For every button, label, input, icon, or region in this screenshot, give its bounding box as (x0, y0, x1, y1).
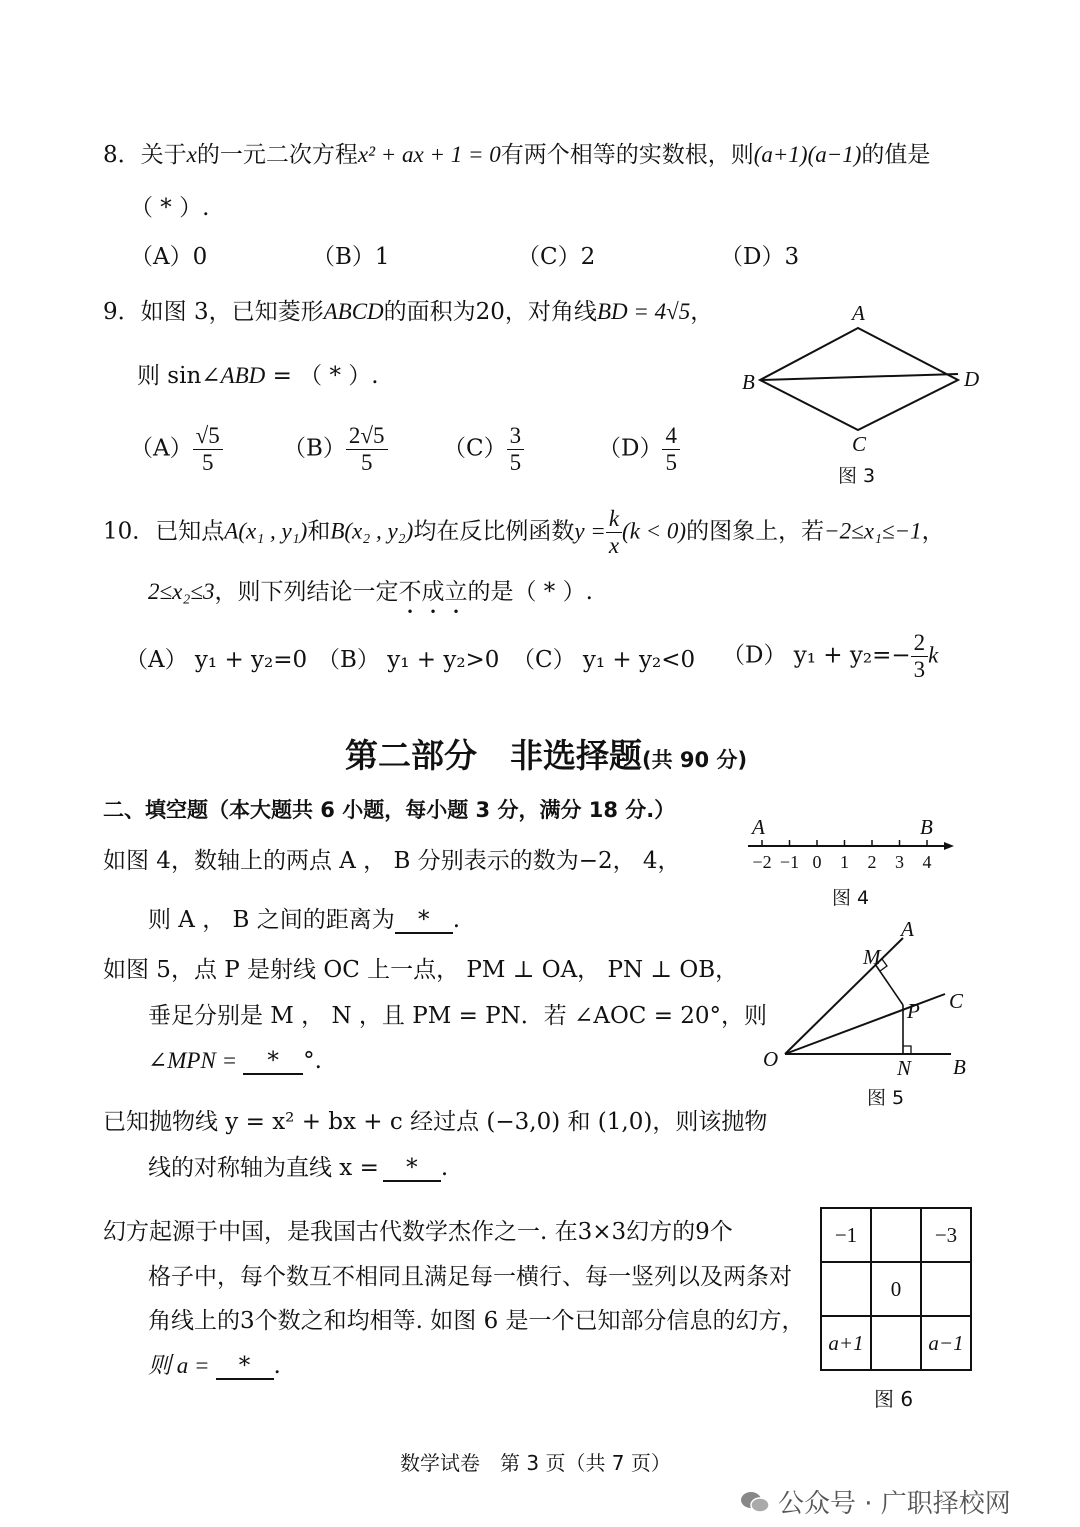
q9-option-b-fraction (346, 423, 388, 476)
vertex-d-label: D (964, 367, 980, 391)
vertex-a-label: A (852, 301, 865, 325)
numerator: k (606, 506, 622, 533)
q9-text: 如图 3，已知菱形 (140, 299, 324, 325)
figure-3-caption: 图 3 (838, 465, 876, 487)
number-line-tick-label: −1 (779, 852, 800, 872)
page-footer: 数学试卷 第 3 页（共 7 页） (400, 1451, 671, 1475)
q10-text: ，则下列结论一定 (214, 579, 399, 605)
point-c-label: C (949, 989, 964, 1013)
point-o-label: O (763, 1047, 779, 1071)
q9-option-a (130, 423, 223, 476)
q10-text: 和 (307, 518, 331, 545)
figure-6-caption: 图 6 (874, 1387, 914, 1411)
q10-condition-1: −2≤x₁≤−1 (824, 518, 922, 544)
q13-text: . (440, 1155, 449, 1181)
magic-square-cell (871, 1316, 921, 1370)
q11-line2 (148, 905, 460, 935)
magic-square-cell: a+1 (821, 1316, 871, 1370)
watermark-text: 公众号 · 广职择校网 (778, 1489, 1011, 1519)
q8-option-b: （B）1 (312, 244, 390, 270)
q8-expression: (a+1)(a−1) (753, 142, 862, 167)
q9-option-label: （D） (598, 435, 663, 462)
q12-line3 (148, 1046, 322, 1076)
number-line-tick-label: 0 (812, 852, 822, 872)
point-b-label: B (953, 1055, 966, 1079)
q9-option-label: （C） (443, 435, 507, 462)
denominator: 5 (360, 450, 373, 475)
q8-option-d: （D）3 (720, 244, 800, 270)
magic-square-cell (821, 1262, 871, 1316)
q10-text: 的是（ * ）. (467, 579, 593, 605)
number-line-tick-label: 1 (840, 852, 849, 872)
magic-square-row (821, 1262, 971, 1316)
q8-paren: （ * ）. (130, 195, 210, 221)
q14-line1: 幻方起源于中国，是我国古代数学杰作之一. 在3×3幻方的9个 (103, 1219, 733, 1245)
q8-text: 有两个相等的实数根，则 (500, 142, 754, 168)
number-line-tick-label: 2 (867, 852, 877, 872)
q10-point-b: B(x₂ , y₂) (330, 518, 414, 544)
number-line-tick-label: −2 (752, 852, 772, 872)
figure-5-caption: 图 5 (867, 1087, 905, 1109)
section-score-note: (共 90 分) (642, 748, 748, 772)
q12-answer-blank: * (243, 1049, 303, 1075)
q10-emphasis: 不成立 (398, 579, 468, 605)
q8-text: 关于 (140, 142, 187, 168)
q10-number: 10． (103, 518, 156, 545)
q9-option-label: （A） (130, 435, 193, 462)
q9-line1 (103, 297, 713, 327)
q10-text: 的图象上，若 (686, 518, 825, 545)
point-a-label: A (901, 918, 914, 941)
magic-square-cell: 0 (871, 1262, 921, 1316)
segment-pm (875, 964, 903, 1005)
q8-text: 的一元二次方程 (196, 142, 358, 168)
q8-option-c: （C）2 (517, 244, 596, 270)
q10-option-b: （B） y₁ + y₂>0 (317, 647, 500, 673)
q9-text: 的面积为20，对角线 (383, 299, 597, 325)
denominator: 5 (201, 450, 214, 475)
q8-equation: x² + ax + 1 = 0 (357, 142, 501, 167)
denominator: 5 (665, 450, 677, 475)
q9-option-d (598, 423, 680, 476)
q14-line2: 格子中，每个数互不相同且满足每一横行、每一竖列以及两条对 (148, 1264, 792, 1290)
q10-option-d-k: k (928, 642, 939, 668)
number-line-ticks (752, 840, 931, 872)
figure-5-angle-bisector (755, 918, 975, 1113)
q12-line1: 如图 5，点 P 是射线 OC 上一点， PM ⊥ OA， PN ⊥ OB， (103, 957, 739, 983)
q13-text: 线的对称轴为直线 x = (148, 1155, 379, 1181)
magic-square-row (821, 1208, 971, 1262)
q10-line2 (148, 577, 593, 619)
q9-option-label: （B） (283, 435, 346, 462)
magic-square-cell: a−1 (921, 1316, 971, 1370)
q9-diagonal: BD = 4√5 (596, 299, 691, 324)
q10-line1 (103, 506, 945, 559)
q10-function-y: y = (574, 518, 606, 544)
q9-rhombus-name: ABCD (323, 299, 384, 324)
right-angle-n (903, 1046, 911, 1054)
point-b-label: B (920, 816, 933, 839)
q10-option-d-text: （D） y₁ + y₂=− (722, 642, 911, 669)
numerator: 3 (507, 423, 525, 450)
figure-4-number-line (744, 816, 960, 916)
figure-4-caption: 图 4 (832, 887, 870, 909)
q11-text: . (452, 907, 461, 933)
q9-option-b (283, 423, 388, 476)
point-n-label: N (897, 1056, 912, 1080)
q13-answer-blank: * (383, 1156, 441, 1182)
vertex-b-label: B (742, 370, 755, 394)
q10-option-a: （A） y₁ + y₂=0 (125, 647, 308, 673)
point-p-label: P (907, 999, 920, 1023)
magic-square-row (821, 1316, 971, 1370)
q9-option-a-fraction (193, 423, 223, 476)
q10-point-a: A(x₁ , y₁) (224, 518, 308, 544)
q9-angle: ABD (220, 363, 266, 388)
number-line-arrow (944, 842, 954, 850)
magic-square-grid (820, 1207, 972, 1371)
q14-line3: 角线上的3个数之和均相等. 如图 6 是一个已知部分信息的幻方， (148, 1308, 805, 1334)
ray-oc (785, 994, 945, 1054)
diagonal-bd (760, 374, 958, 380)
numerator: 4 (662, 423, 680, 450)
numerator: 2 (911, 630, 929, 657)
number-line-tick-label: 3 (895, 852, 904, 872)
watermark (740, 1483, 1011, 1520)
q9-text: ， (690, 299, 714, 325)
magic-square-cell: −1 (821, 1208, 871, 1262)
q9-text: = （ * ）. (265, 363, 379, 389)
denominator: 5 (509, 450, 522, 475)
numerator: 2√5 (346, 423, 388, 450)
q11-answer-blank: * (395, 908, 453, 934)
magic-square-cell (921, 1262, 971, 1316)
point-m-label: M (863, 945, 881, 969)
q14-answer-blank: * (216, 1354, 274, 1380)
q13-line2 (148, 1153, 448, 1183)
part-two-heading: 二、填空题（本大题共 6 小题，每小题 3 分，满分 18 分.） (103, 798, 676, 822)
q9-line2 (137, 361, 379, 391)
q10-function-fraction (606, 506, 622, 559)
q10-option-d (722, 630, 938, 683)
q10-text: 已知点 (155, 518, 225, 545)
q12-angle-mpn: ∠MPN = (148, 1048, 238, 1073)
ray-oa (785, 938, 903, 1054)
numerator: √5 (193, 423, 223, 450)
q10-function-condition: (k < 0) (622, 518, 687, 544)
q9-text: 则 sin∠ (137, 363, 221, 389)
wechat-icon (740, 1490, 770, 1514)
section-title-text: 第二部分 非选择题 (345, 736, 642, 775)
q8-number: 8． (103, 142, 141, 168)
q10-condition-2: 2≤x₂≤3 (148, 579, 215, 604)
denominator: x (608, 533, 620, 558)
q12-line2: 垂足分别是 M ， N ，且 PM = PN．若 ∠AOC = 20°，则 (148, 1003, 768, 1029)
q8-line1 (103, 140, 930, 170)
q10-text: ， (921, 518, 945, 545)
q9-option-c (443, 423, 524, 476)
q10-option-c: （C） y₁ + y₂<0 (512, 647, 696, 673)
q14-text: . (273, 1353, 281, 1379)
q14-line4 (148, 1351, 281, 1381)
q10-text: 均在反比例函数 (413, 518, 575, 545)
q8-option-a: （A）0 (130, 244, 208, 270)
q9-number: 9． (103, 299, 141, 325)
q8-text: 的值是 (861, 142, 931, 168)
q8-var: x (186, 142, 197, 167)
q9-option-d-fraction (662, 423, 680, 476)
vertex-c-label: C (852, 432, 867, 456)
q12-text: °. (303, 1048, 322, 1074)
q11-text: 则 A ， B 之间的距离为 (148, 907, 395, 933)
section-two-title (345, 730, 747, 777)
q10-option-d-fraction (911, 630, 929, 683)
q11-line1: 如图 4，数轴上的两点 A ， B 分别表示的数为−2， 4， (103, 848, 681, 874)
magic-square-cell: −3 (921, 1208, 971, 1262)
q13-line1: 已知抛物线 y = x² + bx + c 经过点 (−3,0) 和 (1,0)，则该抛物 (103, 1109, 768, 1135)
q14-a-equals: 则 a = (148, 1353, 210, 1378)
figure-3-rhombus (730, 298, 990, 493)
number-line-tick-label: 4 (922, 852, 932, 872)
point-a-label: A (752, 816, 765, 839)
denominator: 3 (913, 657, 926, 682)
q9-option-c-fraction (507, 423, 525, 476)
magic-square-cell (871, 1208, 921, 1262)
